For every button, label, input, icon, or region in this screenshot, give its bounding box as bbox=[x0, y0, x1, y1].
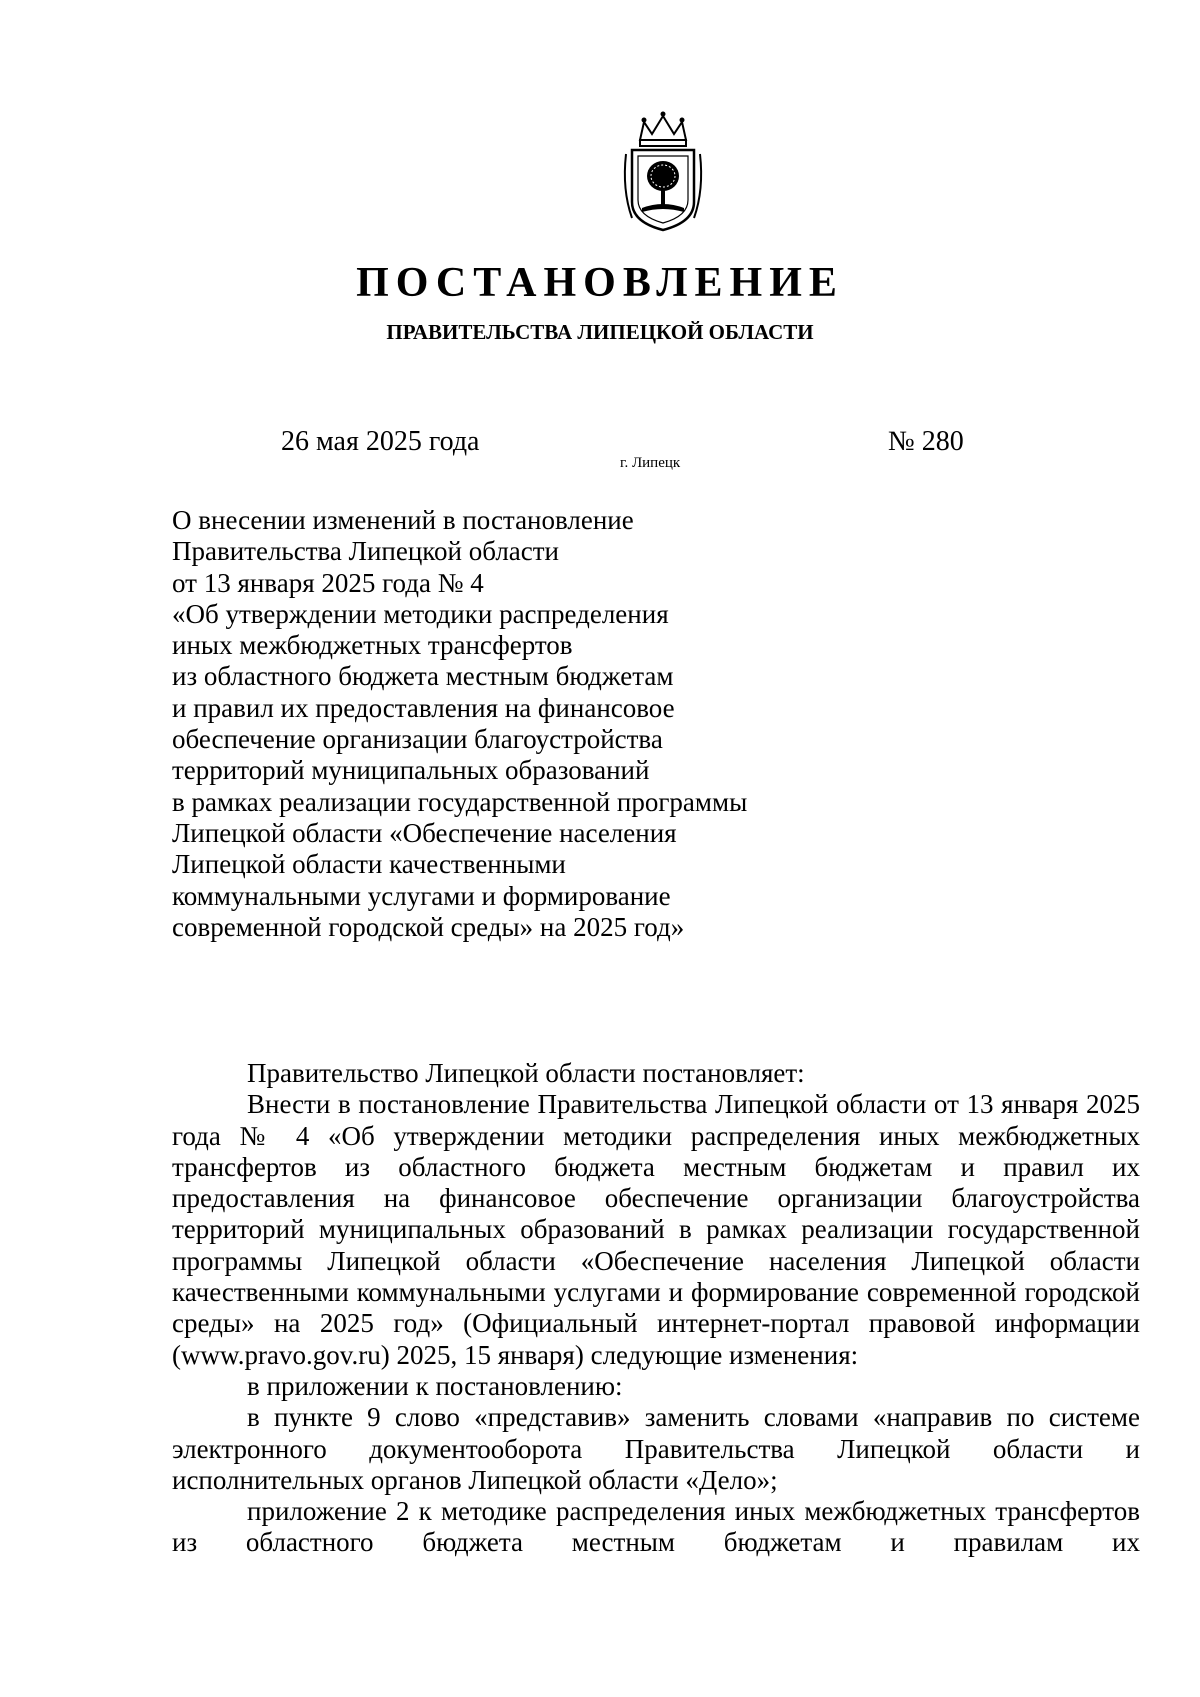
heading-line: Липецкой области «Обеспечение населения bbox=[172, 817, 677, 848]
document-number: № 280 bbox=[888, 426, 964, 457]
heading-line: иных межбюджетных трансфертов bbox=[172, 630, 573, 661]
heading-line: Правительства Липецкой области bbox=[172, 536, 560, 567]
heading-line: в рамках реализации государственной программы bbox=[172, 786, 748, 817]
heading-line: от 13 января 2025 года № 4 bbox=[172, 567, 484, 598]
heading-line: коммунальными услугами и формирование bbox=[172, 880, 671, 911]
document-body bbox=[172, 1058, 1140, 1559]
heading-line: из областного бюджета местным бюджетам bbox=[172, 661, 674, 692]
heading-line: и правил их предоставления на финансовое bbox=[172, 692, 675, 723]
body-paragraph-appendix: в приложении к постановлению: bbox=[247, 1370, 623, 1401]
heading-line: «Об утверждении методики распределения bbox=[172, 598, 669, 629]
body-paragraph-item-9: в пункте 9 слово «представив» заменить словами «направив по системе электронного документооборота Правительства Липецкой области и исполнительных органов Липецкой области «Дело»; bbox=[172, 1402, 1140, 1495]
document-city: г. Липецк bbox=[620, 455, 681, 471]
body-paragraph-amendment: Внести в постановление Правительства Липецкой области от 13 января 2025 года № 4 «Об утверждении методики распределения иных межбюджетных трансфертов из областного бюджета местным бюджетам и правил их предоставления на финансовое обеспечение организации благоустройства территорий муниципальных образований в рамках реализации государственной программы Липецкой области «Обеспечение населения Липецкой области качественными коммунальными услугами и формирование современной городской среды» на 2025 год» (Официальный интернет-портал правовой информации (www.pravo.gov.ru) 2025, 15 января) следующие изменения: bbox=[172, 1089, 1140, 1370]
heading-line: О внесении изменений в постановление bbox=[172, 505, 634, 535]
document-issuer: ПРАВИТЕЛЬСТВА ЛИПЕЦКОЙ ОБЛАСТИ bbox=[386, 320, 814, 344]
body-paragraph-preamble: Правительство Липецкой области постановляет: bbox=[247, 1058, 805, 1088]
heading-line: территорий муниципальных образований bbox=[172, 755, 650, 786]
document-date: 26 мая 2025 года bbox=[281, 426, 480, 457]
heading-line: Липецкой области качественными bbox=[172, 849, 566, 880]
heading-line: обеспечение организации благоустройства bbox=[172, 724, 663, 755]
document-title: ПОСТАНОВЛЕНИЕ bbox=[356, 260, 844, 306]
coat-of-arms-icon bbox=[618, 110, 708, 234]
document-heading bbox=[172, 505, 852, 943]
body-paragraph-appendix-2: приложение 2 к методике распределения иных межбюджетных трансфертов из областного бюджета местным бюджетам и правилам их bbox=[172, 1496, 1140, 1558]
heading-line: современной городской среды» на 2025 год» bbox=[172, 911, 685, 942]
